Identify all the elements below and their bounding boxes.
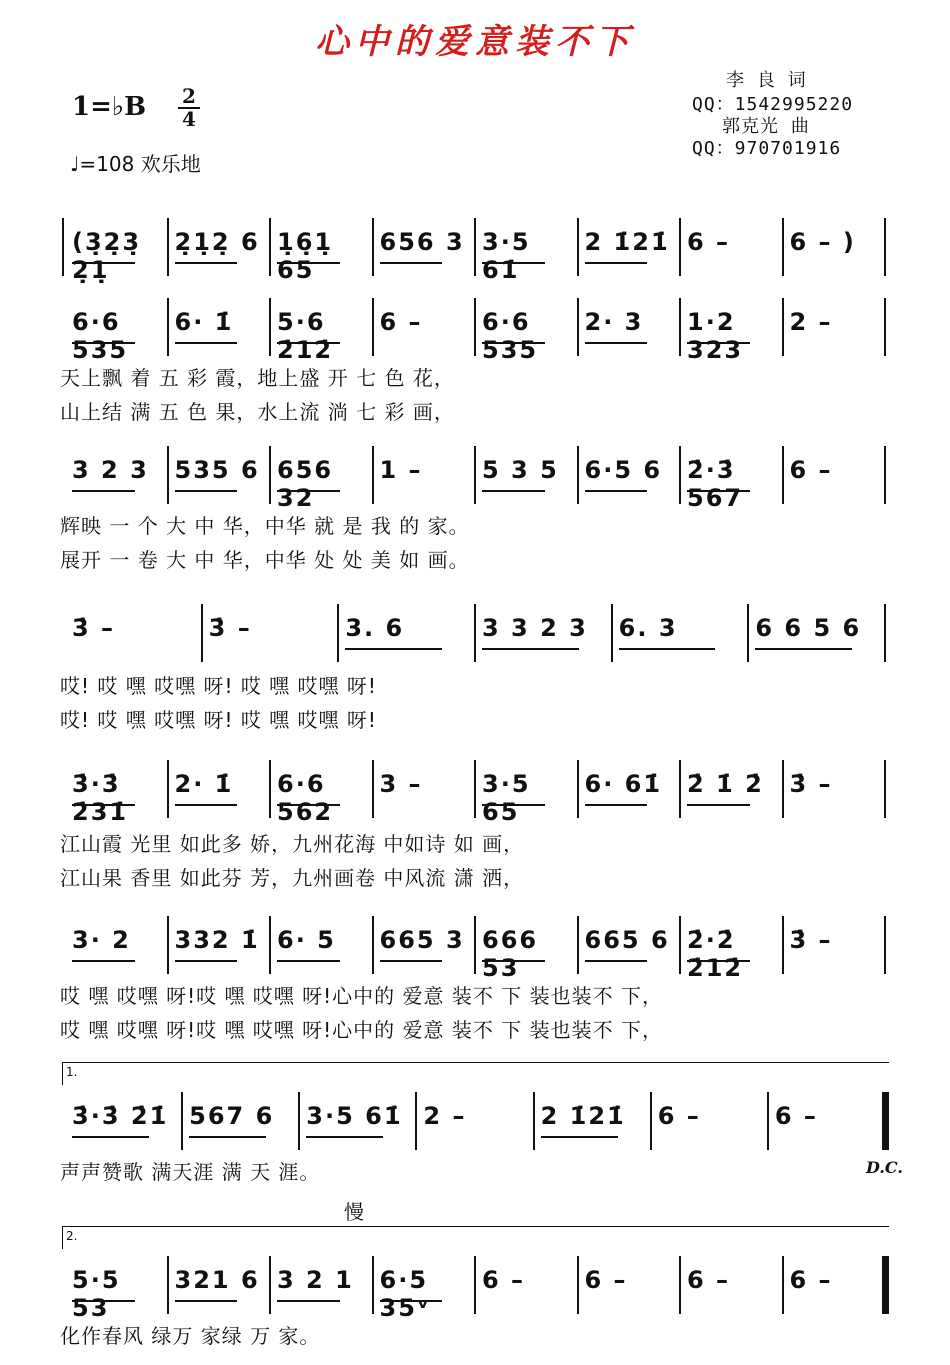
barline <box>884 218 886 276</box>
composer: 郭克光 曲 <box>722 116 810 137</box>
measure: 656 3 <box>379 228 465 256</box>
beam-underline <box>72 1300 135 1302</box>
barline <box>679 760 681 818</box>
measure: 6·6 535 <box>482 308 539 364</box>
barline <box>415 1092 417 1150</box>
barline <box>167 218 169 276</box>
barline <box>167 446 169 504</box>
barline <box>474 446 476 504</box>
barline <box>269 916 271 974</box>
measure: 6· 61̇ <box>584 770 663 798</box>
barline <box>577 1256 579 1314</box>
beam-underline <box>306 1136 383 1138</box>
measure: 1 – <box>379 456 423 484</box>
lyric-line: 哎! 哎 嘿 哎嘿 呀! 哎 嘿 哎嘿 呀! <box>60 674 377 698</box>
final-barline <box>882 1256 889 1314</box>
measure: 2 – <box>423 1102 467 1130</box>
volta-bracket <box>62 1226 889 1249</box>
lyric-line: 辉映 一 个 大 中 华，中华 就 是 我 的 家。 <box>60 514 470 538</box>
beam-underline <box>72 342 135 344</box>
opening-barline <box>62 218 64 276</box>
barline <box>679 298 681 356</box>
barline <box>884 298 886 356</box>
lyricist: 李 良 词 <box>726 70 807 91</box>
beam-underline <box>380 1300 443 1302</box>
measure: 5·6 2̇12̇ <box>277 308 334 364</box>
measure: 6 – <box>657 1102 701 1130</box>
barline <box>474 604 476 662</box>
barline <box>679 1256 681 1314</box>
barline <box>474 760 476 818</box>
beam-underline <box>585 342 648 344</box>
measure: 6. 3 <box>618 614 678 642</box>
barline <box>201 604 203 662</box>
barline <box>679 218 681 276</box>
measure: 665 3 <box>379 926 465 954</box>
beam-underline <box>541 1136 618 1138</box>
measure: 6·5 6 <box>584 456 663 484</box>
beam-underline <box>277 342 340 344</box>
time-signature <box>178 86 200 130</box>
barline <box>577 916 579 974</box>
barline <box>884 760 886 818</box>
measure: 535 6 <box>174 456 260 484</box>
da-capo-mark: D.C. <box>866 1158 903 1177</box>
tempo-change-mark: 慢 <box>344 1200 364 1224</box>
measure: 332 1̇ <box>174 926 260 954</box>
measure: 6·5 35ᵛ <box>379 1266 431 1322</box>
measure: 2̇·2̇ 2̇12̇ <box>687 926 744 982</box>
barline <box>474 218 476 276</box>
beam-underline <box>277 804 340 806</box>
barline <box>167 1256 169 1314</box>
measure: 3 2 1 <box>277 1266 354 1294</box>
measure: 6 – <box>584 1266 628 1294</box>
measure: 2̣1̣2̣ 6 <box>174 228 260 256</box>
beam-underline <box>585 960 648 962</box>
beam-underline <box>482 960 545 962</box>
barline <box>782 1256 784 1314</box>
barline <box>269 298 271 356</box>
measure: 6· 5 <box>277 926 336 954</box>
score-system-4 <box>52 604 890 674</box>
measure: 6 – <box>482 1266 526 1294</box>
lyric-line: 山上结 满 五 色 果，水上流 淌 七 彩 画， <box>60 400 455 424</box>
barline <box>269 760 271 818</box>
measure: 6 – <box>774 1102 818 1130</box>
volta-bracket <box>62 1062 889 1085</box>
measure: 3·5 61̇ <box>306 1102 403 1130</box>
beam-underline <box>277 1300 340 1302</box>
barline <box>372 218 374 276</box>
barline <box>474 298 476 356</box>
beam-underline <box>585 490 648 492</box>
barline <box>577 760 579 818</box>
time-sig-bottom: 4 <box>182 107 196 131</box>
measure: 567 6 <box>189 1102 275 1130</box>
measure: 6 – <box>687 228 731 256</box>
lyric-line: 声声赞歌 满天涯 满 天 涯。 <box>60 1160 321 1184</box>
beam-underline <box>72 960 135 962</box>
beam-underline <box>755 648 852 650</box>
measure: 5·5 53 <box>72 1266 121 1322</box>
beam-underline <box>482 648 579 650</box>
barline <box>167 760 169 818</box>
measure: 1̣6̣1̣ 65 <box>277 228 334 284</box>
beam-underline <box>277 490 340 492</box>
measure: 2· 3 <box>584 308 644 336</box>
beam-underline <box>175 960 238 962</box>
barline <box>577 218 579 276</box>
barline <box>611 604 613 662</box>
measure: 6·6 562 <box>277 770 334 826</box>
measure: 6 – <box>687 1266 731 1294</box>
final-barline <box>882 1092 889 1150</box>
lyric-line: 化作春风 绿万 家绿 万 家。 <box>60 1324 321 1348</box>
measure: 3̇ – <box>72 614 116 642</box>
beam-underline <box>687 342 750 344</box>
measure: 6 6 5 6 <box>755 614 862 642</box>
measure: 3̇ – <box>789 770 833 798</box>
barline <box>167 298 169 356</box>
score-system-8 <box>52 1229 890 1326</box>
beam-underline <box>72 804 135 806</box>
lyric-line: 天上飘 着 五 彩 霞，地上盛 开 七 色 花， <box>60 366 455 390</box>
measure: 2 1̇21̇ <box>540 1102 626 1130</box>
barline <box>767 1092 769 1150</box>
barline <box>782 916 784 974</box>
barline <box>474 916 476 974</box>
volta-number: 1. <box>66 1065 78 1079</box>
measure: 2̇ 1̇ 2̇ <box>687 770 764 798</box>
beam-underline <box>175 490 238 492</box>
barline <box>782 760 784 818</box>
barline <box>298 1092 300 1150</box>
barline <box>372 916 374 974</box>
measure: 6 – ) <box>789 228 856 256</box>
barline <box>782 218 784 276</box>
beam-underline <box>585 262 648 264</box>
barline <box>372 298 374 356</box>
measure: 3̇ – <box>789 926 833 954</box>
lyric-line: 哎! 哎 嘿 哎嘿 呀! 哎 嘿 哎嘿 呀! <box>60 708 377 732</box>
measure: 3 3 2 3 <box>482 614 588 642</box>
measure: 6 – <box>379 308 423 336</box>
beam-underline <box>175 342 238 344</box>
beam-underline <box>72 262 135 264</box>
beam-underline <box>189 1136 266 1138</box>
barline <box>337 604 339 662</box>
lyric-line: 江山果 香里 如此芬 芳，九州画卷 中风流 潇 洒， <box>60 866 525 890</box>
barline <box>372 1256 374 1314</box>
score-system-7 <box>52 1065 890 1162</box>
beam-underline <box>380 960 443 962</box>
barline <box>650 1092 652 1150</box>
measure: 2 – <box>789 308 833 336</box>
barline <box>884 446 886 504</box>
barline <box>679 446 681 504</box>
barline <box>533 1092 535 1150</box>
composer-qq: QQ：970701916 <box>692 138 842 159</box>
beam-underline <box>482 262 545 264</box>
beam-underline <box>175 804 238 806</box>
barline <box>269 446 271 504</box>
barline <box>782 446 784 504</box>
barline <box>747 604 749 662</box>
beam-underline <box>380 262 443 264</box>
measure: 3 2 3 <box>72 456 149 484</box>
barline <box>372 446 374 504</box>
measure: 666 53 <box>482 926 539 982</box>
lyric-line: 展开 一 卷 大 中 华，中华 处 处 美 如 画。 <box>60 548 470 572</box>
barline <box>474 1256 476 1314</box>
measure: 3 – <box>379 770 423 798</box>
score-system-1 <box>52 218 890 288</box>
beam-underline <box>175 262 238 264</box>
lyricist-qq: QQ：1542995220 <box>692 94 854 115</box>
measure: 665 6 <box>584 926 670 954</box>
measure: 6·6 535 <box>72 308 129 364</box>
measure: 2· 1̇ <box>174 770 234 798</box>
measure: 5 3 5 <box>482 456 559 484</box>
beam-underline <box>277 262 340 264</box>
barline <box>782 298 784 356</box>
measure: 3·5 61̇ <box>482 228 531 284</box>
score-system-6 <box>52 916 890 986</box>
barline <box>372 760 374 818</box>
tempo-marking: ♩=108 欢乐地 <box>70 152 201 176</box>
barline <box>269 1256 271 1314</box>
beam-underline <box>72 490 135 492</box>
beam-underline <box>345 648 442 650</box>
barline <box>679 916 681 974</box>
barline <box>181 1092 183 1150</box>
measure: 3̇·3̇ 2̇31̇ <box>72 770 129 826</box>
measure: 321 6 <box>174 1266 260 1294</box>
beam-underline <box>585 804 648 806</box>
time-sig-top: 2 <box>178 86 200 109</box>
measure: 2 1̇21̇ <box>584 228 670 256</box>
song-title: 心中的爱意装不下 <box>315 22 635 62</box>
measure: 6· 1̇ <box>174 308 234 336</box>
beam-underline <box>619 648 716 650</box>
barline <box>269 218 271 276</box>
beam-underline <box>687 960 750 962</box>
measure: 6 – <box>789 1266 833 1294</box>
beam-underline <box>72 1136 149 1138</box>
beam-underline <box>687 804 750 806</box>
measure: 3· 2 <box>72 926 131 954</box>
lyric-line: 江山霞 光里 如此多 娇，九州花海 中如诗 如 画， <box>60 832 525 856</box>
beam-underline <box>687 490 750 492</box>
measure: 6 – <box>789 456 833 484</box>
beam-underline <box>482 490 545 492</box>
score-system-2 <box>52 298 890 368</box>
key-signature: 1=♭B <box>72 92 147 122</box>
beam-underline <box>175 1300 238 1302</box>
score-system-3 <box>52 446 890 516</box>
barline <box>884 604 886 662</box>
barline <box>167 916 169 974</box>
measure: 3·5 65 <box>482 770 531 826</box>
measure: 2̇·3̇ 567 <box>687 456 744 512</box>
barline <box>577 446 579 504</box>
barline <box>577 298 579 356</box>
beam-underline <box>482 804 545 806</box>
beam-underline <box>277 960 340 962</box>
measure: 656 32 <box>277 456 334 512</box>
lyric-line: 哎 嘿 哎嘿 呀!哎 嘿 哎嘿 呀!心中的 爱意 装不 下 装也装不 下， <box>60 1018 663 1042</box>
lyric-line: 哎 嘿 哎嘿 呀!哎 嘿 哎嘿 呀!心中的 爱意 装不 下 装也装不 下， <box>60 984 663 1008</box>
beam-underline <box>482 342 545 344</box>
measure: 1·2 323 <box>687 308 744 364</box>
measure: 3. 6 <box>345 614 405 642</box>
measure: (3̣2̣3̣ 2̣1̣ <box>72 228 142 284</box>
volta-number: 2. <box>66 1229 78 1243</box>
measure: 3̇·3̇ 2̇1̇ <box>72 1102 169 1130</box>
measure: 3̇ – <box>208 614 252 642</box>
barline <box>884 916 886 974</box>
score-system-5 <box>52 760 890 830</box>
